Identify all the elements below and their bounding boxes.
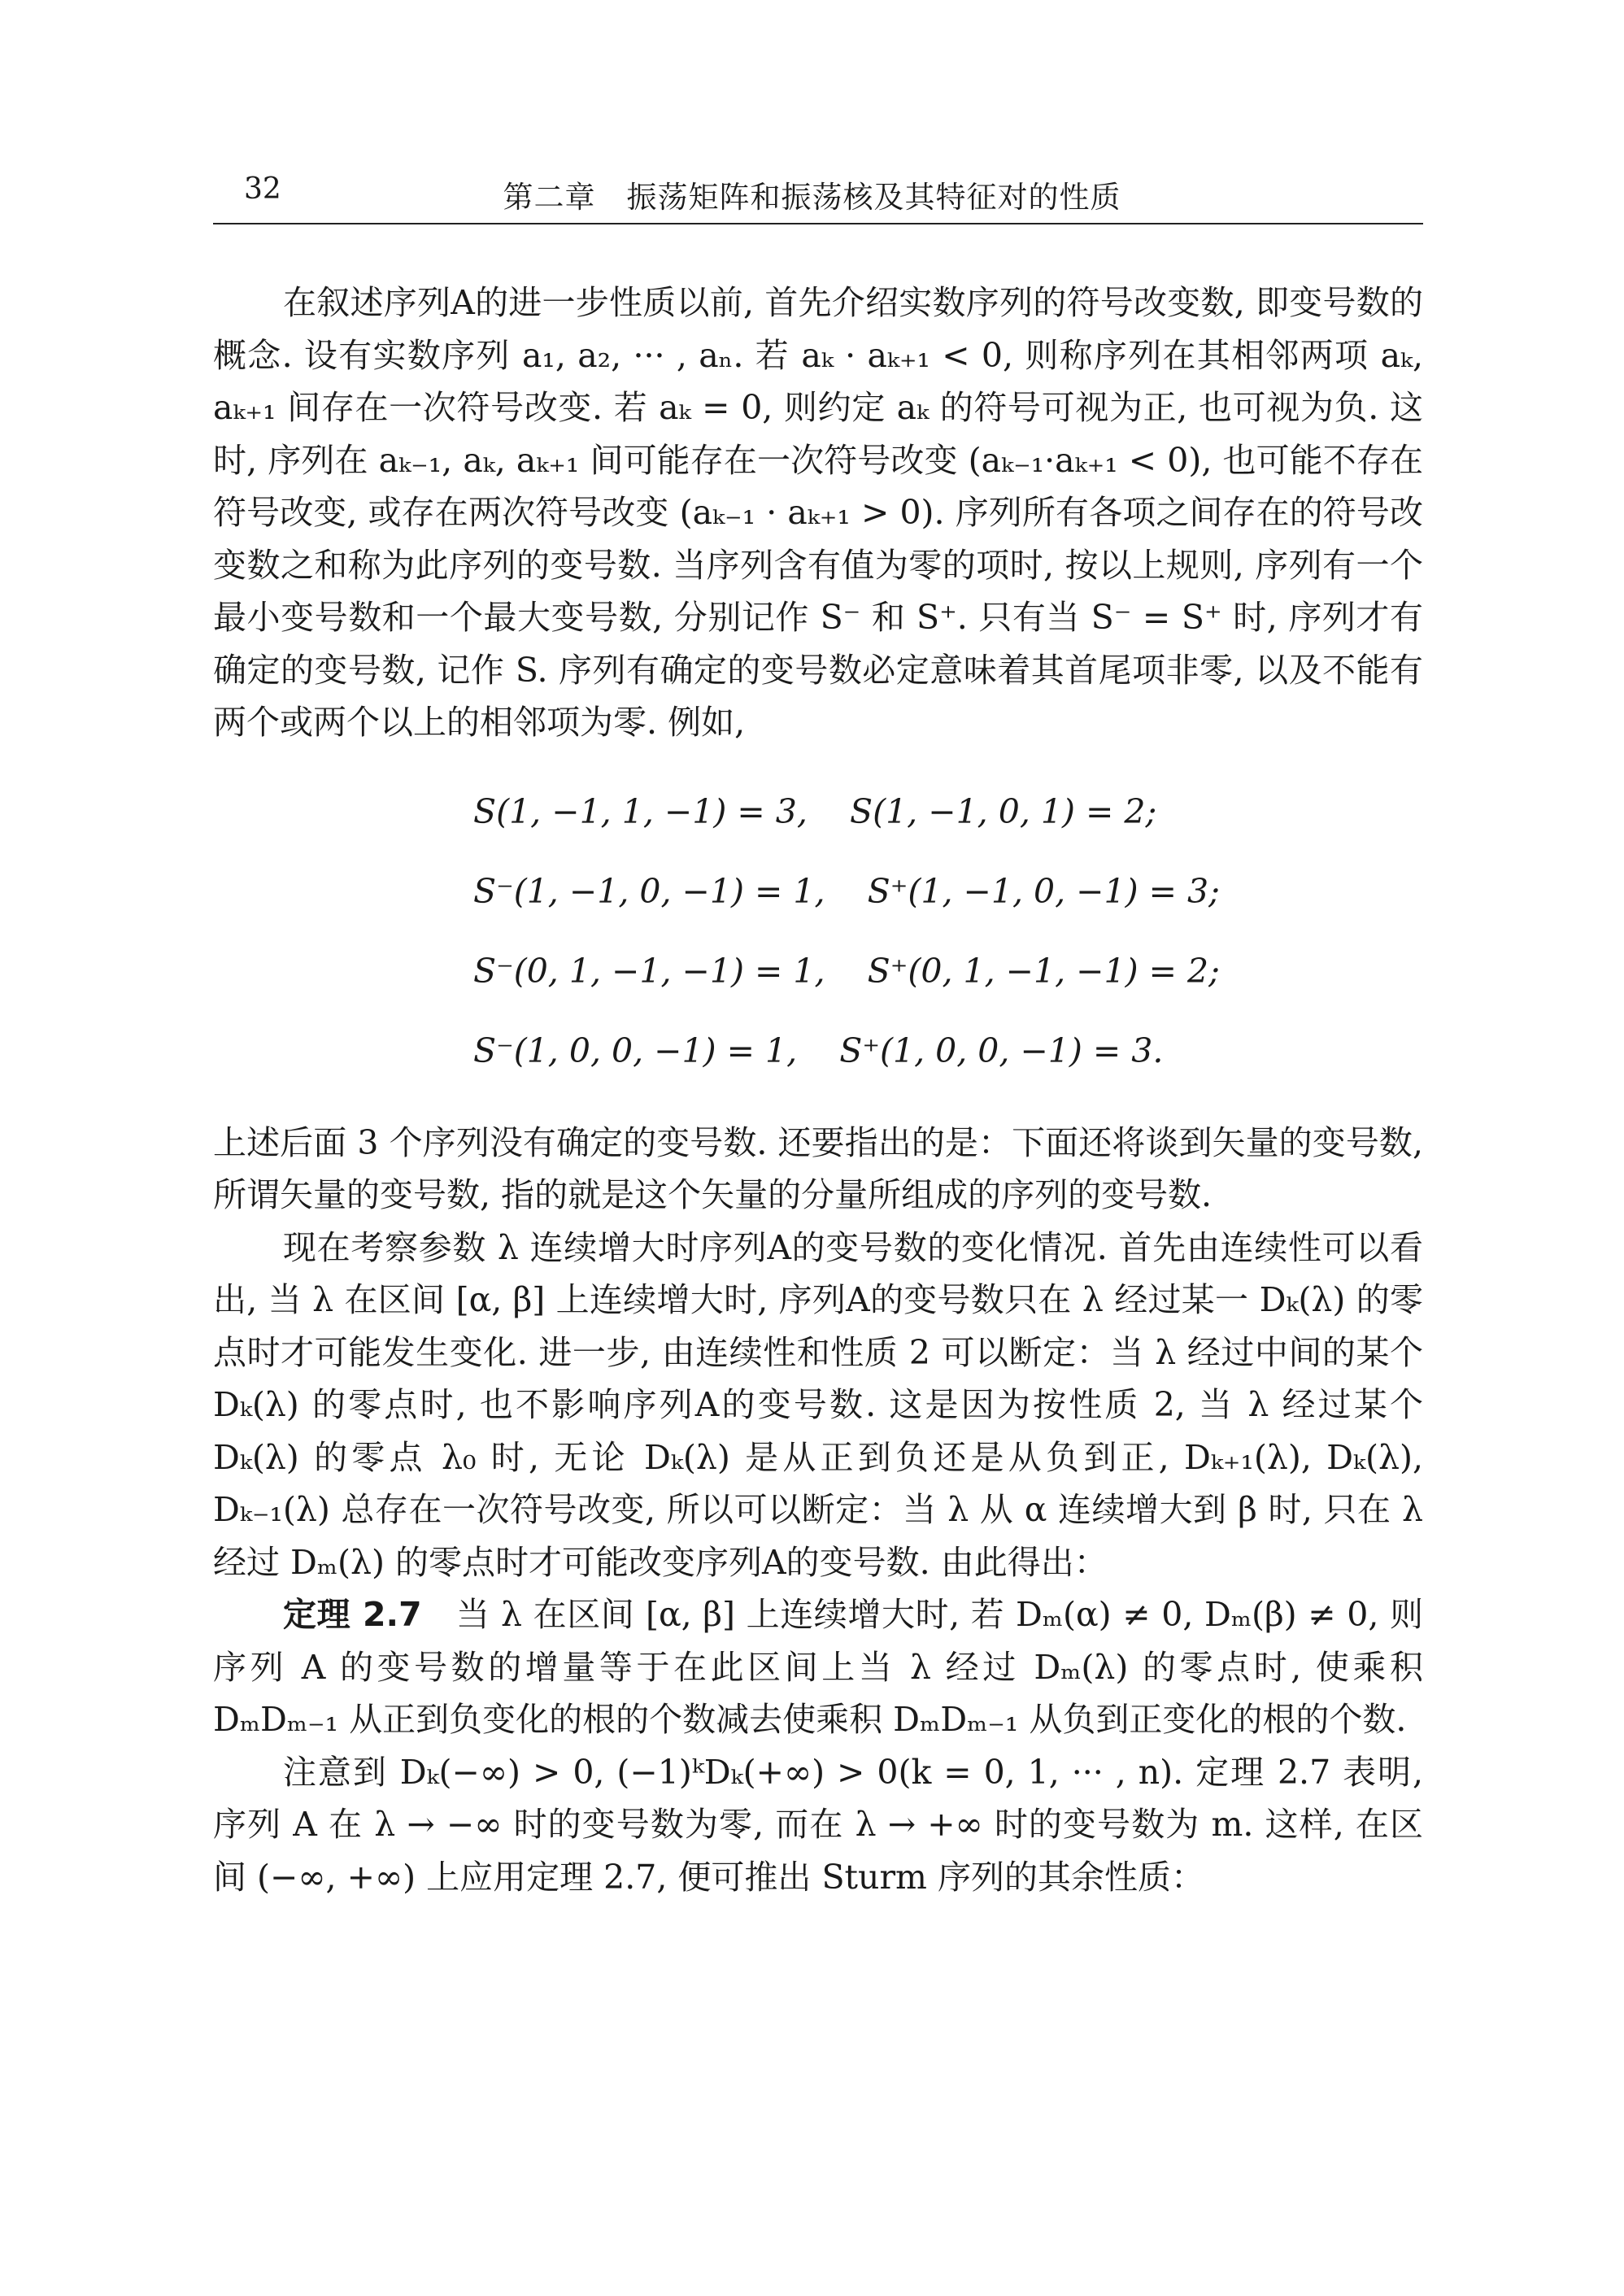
- paragraph-sign-changes: 在叙述序列A的进一步性质以前, 首先介绍实数序列的符号改变数, 即变号数的概念. 设有实数序列 a₁, a₂, ··· , aₙ. 若 aₖ · aₖ₊₁ < 0, 则称序列在其相邻两项 aₖ, aₖ₊₁ 间存在一次符号改变. 若 aₖ = 0, 则约定 aₖ 的符号可视为正, 也可视为负. 这时, 序列在 aₖ₋₁, aₖ, aₖ₊₁ 间可能存在一次符号改变 (aₖ₋₁·aₖ₊₁ < 0), 也可能不存在符号改变, 或存在两次符号改变 (aₖ₋₁ · aₖ₊₁ > 0). 序列所有各项之间存在的符号改变数之和称为此序列的变号数. 当序列含有值为零的项时, 按以上规则, 序列有一个最小变号数和一个最大变号数, 分别记作 S⁻ 和 S⁺. 只有当 S⁻ = S⁺ 时, 序列才有确定的变号数, 记作 S. 序列有确定的变号数必定意味着其首尾项非零, 以及不能有两个或两个以上的相邻项为零. 例如,: [213, 283, 1423, 742]
- header-rule: [213, 223, 1423, 224]
- text-block: [213, 277, 1423, 1903]
- equation-row: S⁻(0, 1, −1, −1) = 1, S⁺(0, 1, −1, −1) = 2;: [473, 951, 1220, 991]
- equation-row: S(1, −1, 1, −1) = 3, S(1, −1, 0, 1) = 2;: [473, 791, 1157, 831]
- paragraph-conclusion: 注意到 Dₖ(−∞) > 0, (−1)ᵏDₖ(+∞) > 0(k = 0, 1, ··· , n). 定理 2.7 表明, 序列 A 在 λ → −∞ 时的变号数为零, 而在 λ → +∞ 时的变号数为 m. 这样, 在区间 (−∞, +∞) 上应用定理 2.7, 便可推出 Sturm 序列的其余性质：: [213, 1752, 1423, 1897]
- theorem-2-7: [213, 1588, 1423, 1746]
- paragraph-remark: 上述后面 3 个序列没有确定的变号数. 还要指出的是：下面还将谈到矢量的变号数, 所谓矢量的变号数, 指的就是这个矢量的分量所组成的序列的变号数.: [213, 1122, 1423, 1214]
- paragraph-continuity: 现在考察参数 λ 连续增大时序列A的变号数的变化情况. 首先由连续性可以看出, 当 λ 在区间 [α, β] 上连续增大时, 序列A的变号数只在 λ 经过某一 Dₖ(λ) 的零点时才可能发生变化. 进一步, 由连续性和性质 2 可以断定：当 λ 经过中间的某个 Dₖ(λ) 的零点时, 也不影响序列A的变号数. 这是因为按性质 2, 当 λ 经过某个 Dₖ(λ) 的零点 λ₀ 时, 无论 Dₖ(λ) 是从正到负还是从负到正, Dₖ₊₁(λ), Dₖ(λ), Dₖ₋₁(λ) 总存在一次符号改变, 所以可以断定：当 λ 从 α 连续增大到 β 时, 只在 λ 经过 Dₘ(λ) 的零点时才可能改变序列A的变号数. 由此得出：: [213, 1227, 1423, 1582]
- equation-row: S⁻(1, 0, 0, −1) = 1, S⁺(1, 0, 0, −1) = 3.: [473, 1030, 1164, 1070]
- running-head: 第二章 振荡矩阵和振荡核及其特征对的性质: [503, 180, 1121, 215]
- page-number: 32: [244, 172, 281, 206]
- theorem-body: 当 λ 在区间 [α, β] 上连续增大时, 若 Dₘ(α) ≠ 0, Dₘ(β) ≠ 0, 则序列 A 的变号数的增量等于在此区间上当 λ 经过 Dₘ(λ) 的零点时, 使乘积 DₘDₘ₋₁ 从正到负变化的根的个数减去使乘积 DₘDₘ₋₁ 从负到正变化的根的个数.: [213, 1595, 1423, 1739]
- theorem-label: 定理 2.7: [283, 1595, 422, 1634]
- equation-row: S⁻(1, −1, 0, −1) = 1, S⁺(1, −1, 0, −1) = 3;: [473, 871, 1220, 911]
- display-equations: [213, 772, 1423, 1091]
